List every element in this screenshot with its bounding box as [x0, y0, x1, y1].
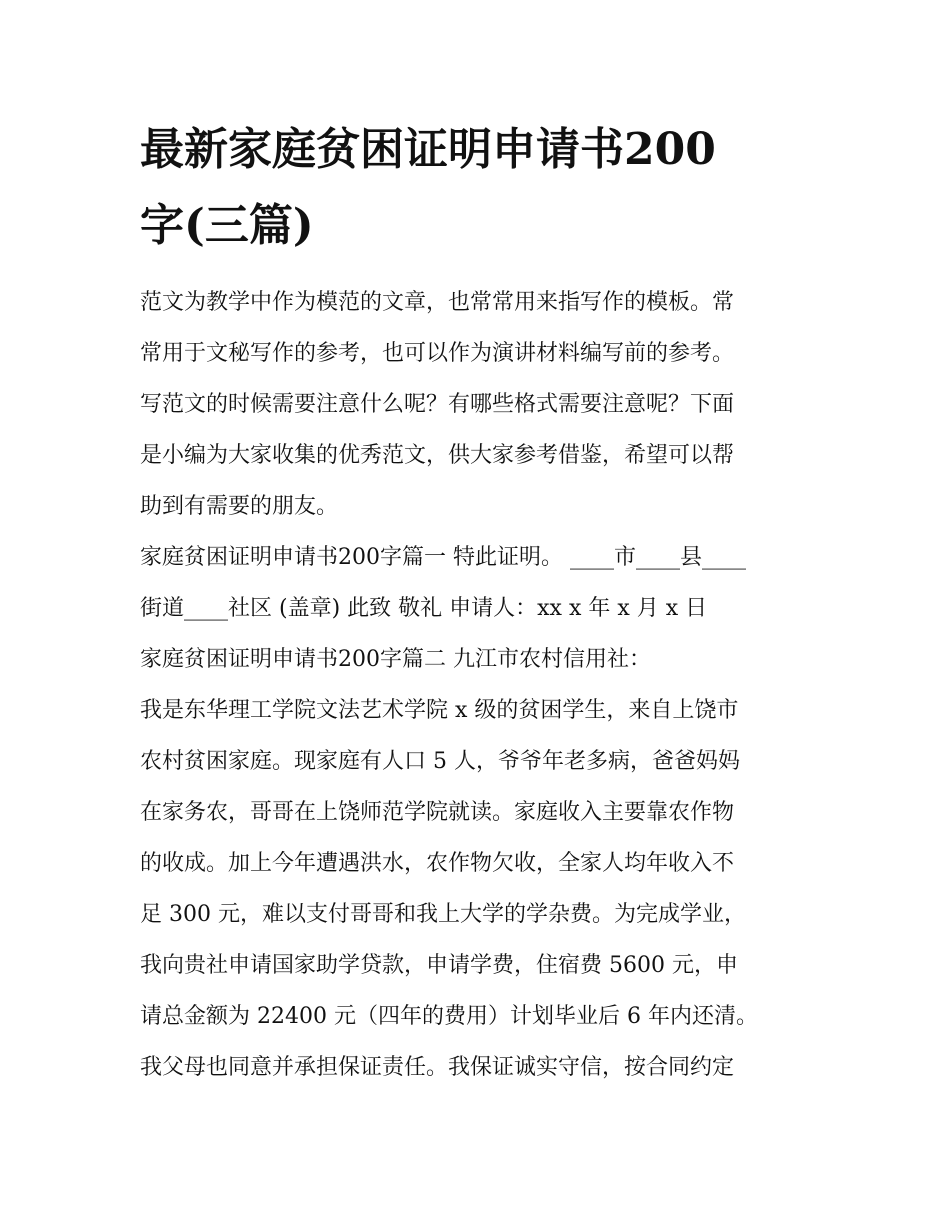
body-line: 足 300 元，难以支付哥哥和我上大学的学杂费。为完成学业，	[140, 902, 746, 927]
body-line: 家庭贫困证明申请书200字篇一 特此证明。 ____市____县____	[140, 545, 746, 570]
body-line: 在家务农，哥哥在上饶师范学院就读。家庭收入主要靠农作物	[140, 800, 735, 825]
body-line: 的收成。加上今年遭遇洪水，农作物欠收，全家人均年收入不	[140, 851, 735, 876]
body-line: 助到有需要的朋友。	[140, 494, 339, 519]
body-line: 街道____社区 (盖章) 此致 敬礼 申请人：xx x 年 x 月 x 日	[140, 596, 708, 621]
body-line: 是小编为大家收集的优秀范文，供大家参考借鉴，希望可以帮	[140, 443, 735, 468]
document-title	[140, 112, 820, 264]
body-line: 请总金额为 22400 元（四年的费用）计划毕业后 6 年内还清。	[140, 1004, 758, 1029]
title-line-2: 字(三篇)	[140, 200, 314, 251]
body-line: 常用于文秘写作的参考，也可以作为演讲材料编写前的参考。	[140, 341, 735, 366]
body-line: 家庭贫困证明申请书200字篇二 九江市农村信用社：	[140, 647, 651, 672]
body-line: 我向贵社申请国家助学贷款，申请学费，住宿费 5600 元，申	[140, 953, 738, 978]
body-line: 我父母也同意并承担保证责任。我保证诚实守信，按合同约定	[140, 1055, 735, 1080]
body-line: 农村贫困家庭。现家庭有人口 5 人，爷爷年老多病，爸爸妈妈	[140, 749, 740, 774]
body-line: 范文为教学中作为模范的文章，也常常用来指写作的模板。常	[140, 290, 735, 315]
document-body	[140, 277, 820, 1093]
title-line-1: 最新家庭贫困证明申请书200	[140, 124, 716, 175]
body-line: 我是东华理工学院文法艺术学院 x 级的贫困学生，来自上饶市	[140, 698, 739, 723]
body-line: 写范文的时候需要注意什么呢？有哪些格式需要注意呢？下面	[140, 392, 735, 417]
